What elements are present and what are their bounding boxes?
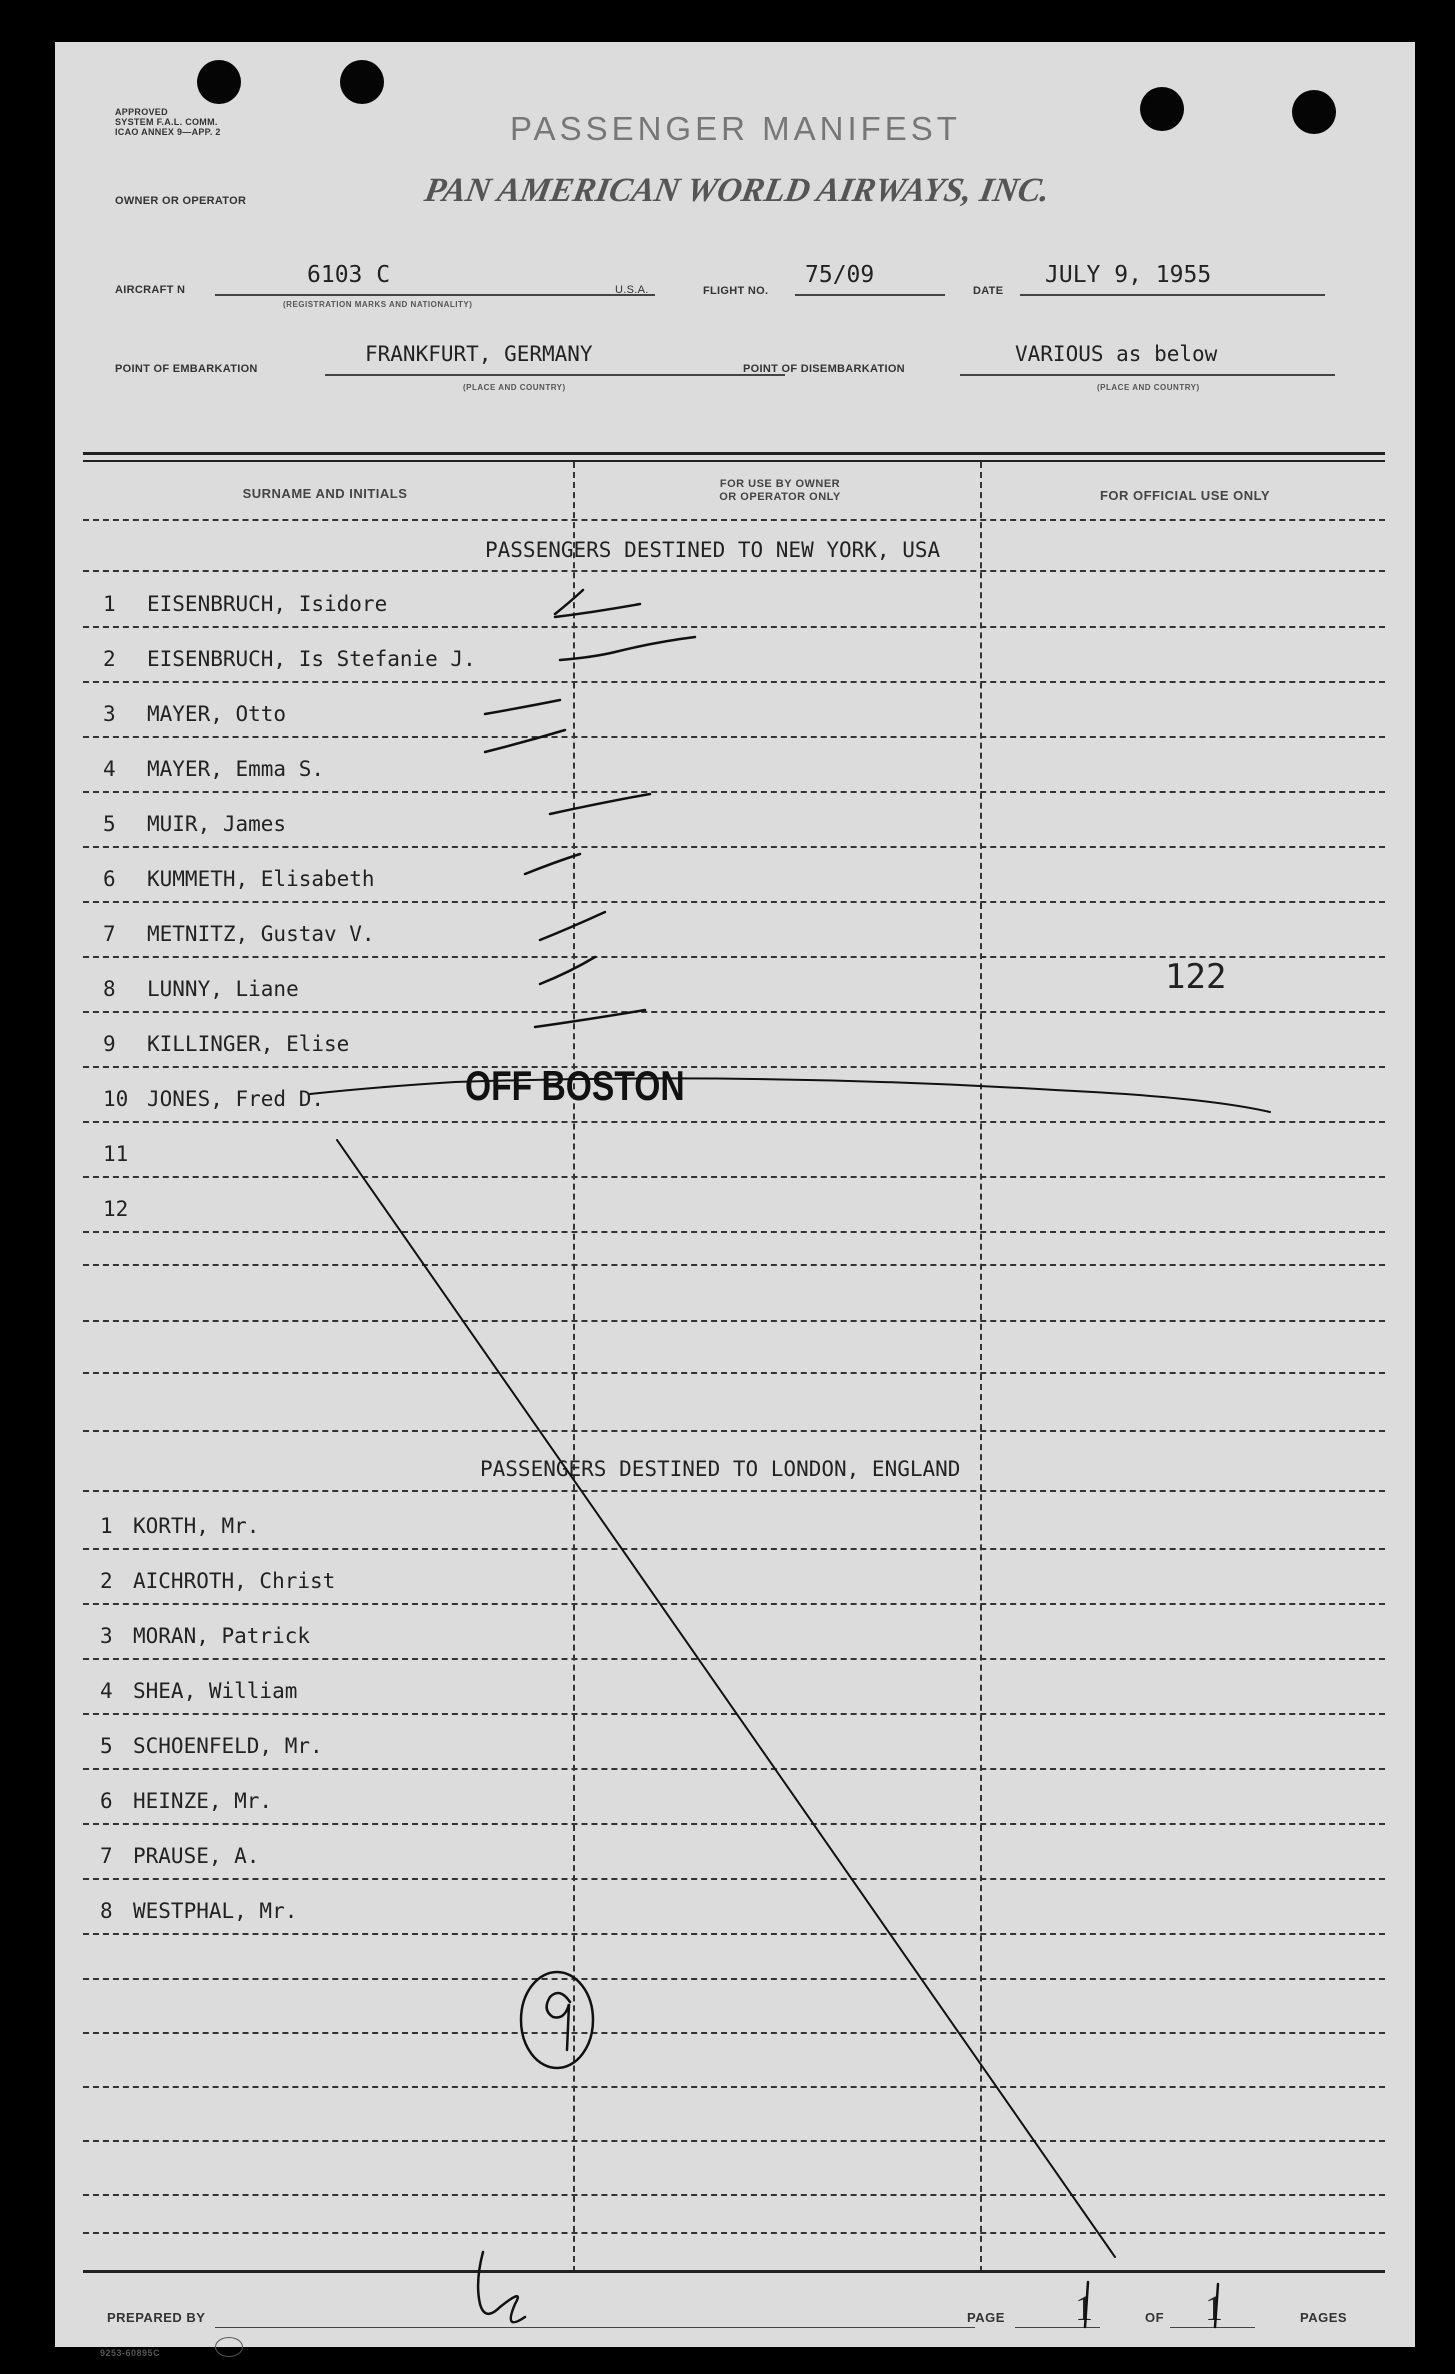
passenger-number: 7	[100, 1844, 113, 1868]
passenger-number: 7	[103, 922, 116, 946]
passenger-name: EISENBRUCH, Isidore	[147, 592, 388, 616]
official-column-header: FOR OFFICIAL USE ONLY	[1099, 488, 1271, 503]
embarkation-caption: (PLACE AND COUNTRY)	[463, 383, 566, 392]
passenger-number: 2	[100, 1569, 113, 1593]
diagonal-cancel-line	[337, 1140, 1115, 2257]
check-mark-icon	[550, 794, 650, 814]
passenger-number: 11	[103, 1142, 129, 1166]
passenger-number: 8	[103, 977, 116, 1001]
passenger-name: SHEA, William	[133, 1679, 298, 1703]
owner-label: OWNER OR OPERATOR	[115, 195, 247, 207]
passenger-name: METNITZ, Gustav V.	[147, 922, 375, 946]
total-pages: 1	[1205, 2288, 1223, 2328]
pages-tick-mark	[1215, 2284, 1218, 2327]
circle-mark	[521, 1972, 593, 2068]
passenger-number: 2	[103, 647, 116, 671]
passenger-number: 1	[103, 592, 116, 616]
passenger-name: KILLINGER, Elise	[147, 1032, 350, 1056]
passenger-number: 1	[100, 1514, 113, 1538]
page-number: 1	[1075, 2288, 1093, 2328]
aircraft-label: AIRCRAFT N	[115, 284, 186, 296]
flight-label: FLIGHT NO.	[703, 285, 769, 297]
check-mark-icon	[540, 957, 595, 984]
owner-column-header-line2: OR OPERATOR ONLY	[719, 491, 841, 503]
passenger-name: JONES, Fred D.	[147, 1087, 325, 1111]
strike-through-line	[310, 1078, 1270, 1112]
signature-mark	[478, 2252, 525, 2322]
manifest-page	[55, 42, 1415, 2358]
form-title: PASSENGER MANIFEST	[510, 110, 961, 147]
passenger-number: 10	[103, 1087, 129, 1111]
check-mark-icon	[525, 854, 580, 874]
operator-name: PAN AMERICAN WORLD AIRWAYS, INC.	[421, 172, 1053, 209]
check-mark-icon	[535, 1010, 645, 1027]
london-heading: PASSENGERS DESTINED TO LONDON, ENGLAND	[480, 1457, 961, 1481]
approval-line: APPROVED	[115, 107, 168, 117]
passenger-number: 6	[100, 1789, 113, 1813]
passenger-number: 3	[103, 702, 116, 726]
off-boston-stamp: OFF BOSTON	[465, 1062, 685, 1109]
surname-column-header: SURNAME AND INITIALS	[242, 486, 408, 501]
passenger-number: 5	[100, 1734, 113, 1758]
passenger-name: AICHROTH, Christ	[133, 1569, 336, 1593]
passenger-number: 8	[100, 1899, 113, 1923]
flight-value: 75/09	[805, 262, 875, 288]
passenger-name: SCHOENFELD, Mr.	[133, 1734, 323, 1758]
nationality: U.S.A.	[615, 284, 649, 296]
disembarkation-value: VARIOUS as below	[1015, 342, 1218, 366]
passenger-name: LUNNY, Liane	[147, 977, 299, 1001]
passenger-name: KUMMETH, Elisabeth	[147, 867, 375, 891]
passenger-name: EISENBRUCH, Is Stefanie J.	[147, 647, 476, 671]
page-label: PAGE	[967, 2310, 1005, 2325]
embarkation-label: POINT OF EMBARKATION	[115, 363, 258, 375]
prepared-by-label: PREPARED BY	[107, 2310, 206, 2325]
passenger-name: HEINZE, Mr.	[133, 1789, 273, 1813]
passenger-name: MAYER, Otto	[147, 702, 287, 726]
check-mark-icon	[485, 700, 560, 714]
form-code: 9253-60895C	[100, 2348, 161, 2358]
passenger-name: MAYER, Emma S.	[147, 757, 325, 781]
approval-line: ICAO ANNEX 9—APP. 2	[115, 127, 221, 137]
passenger-name: WESTPHAL, Mr.	[133, 1899, 298, 1923]
passenger-number: 9	[103, 1032, 116, 1056]
of-label: OF	[1145, 2310, 1165, 2325]
date-label: DATE	[973, 285, 1004, 297]
aircraft-value: 6103 C	[307, 262, 391, 288]
check-mark-icon	[540, 912, 605, 940]
disembarkation-caption: (PLACE AND COUNTRY)	[1097, 383, 1200, 392]
passenger-number: 4	[103, 757, 116, 781]
check-mark-icon	[485, 730, 565, 752]
passenger-name: KORTH, Mr.	[133, 1514, 260, 1538]
owner-column-header-line1: FOR USE BY OWNER	[719, 478, 841, 490]
official-note: 122	[1165, 957, 1227, 997]
passenger-name: MUIR, James	[147, 812, 287, 836]
check-mark-icon	[560, 637, 695, 660]
passenger-name: MORAN, Patrick	[133, 1624, 311, 1648]
approval-line: SYSTEM F.A.L. COMM.	[115, 117, 218, 127]
pages-label: PAGES	[1300, 2310, 1348, 2325]
embarkation-value: FRANKFURT, GERMANY	[365, 342, 593, 366]
disembarkation-label: POINT OF DISEMBARKATION	[743, 363, 905, 375]
passenger-name: PRAUSE, A.	[133, 1844, 260, 1868]
passenger-number: 3	[100, 1624, 113, 1648]
new-york-heading: PASSENGERS DESTINED TO NEW YORK, USA	[485, 538, 941, 562]
passenger-number: 6	[103, 867, 116, 891]
aircraft-caption: (REGISTRATION MARKS AND NATIONALITY)	[283, 300, 473, 309]
handwriting-overlay	[55, 42, 1415, 2347]
page-tick-mark	[1085, 2282, 1088, 2327]
passenger-number: 5	[103, 812, 116, 836]
check-mark-icon	[555, 590, 640, 617]
handwritten-nine	[547, 1993, 570, 2050]
passenger-number: 4	[100, 1679, 113, 1703]
passenger-number: 12	[103, 1197, 129, 1221]
date-value: JULY 9, 1955	[1045, 262, 1212, 288]
